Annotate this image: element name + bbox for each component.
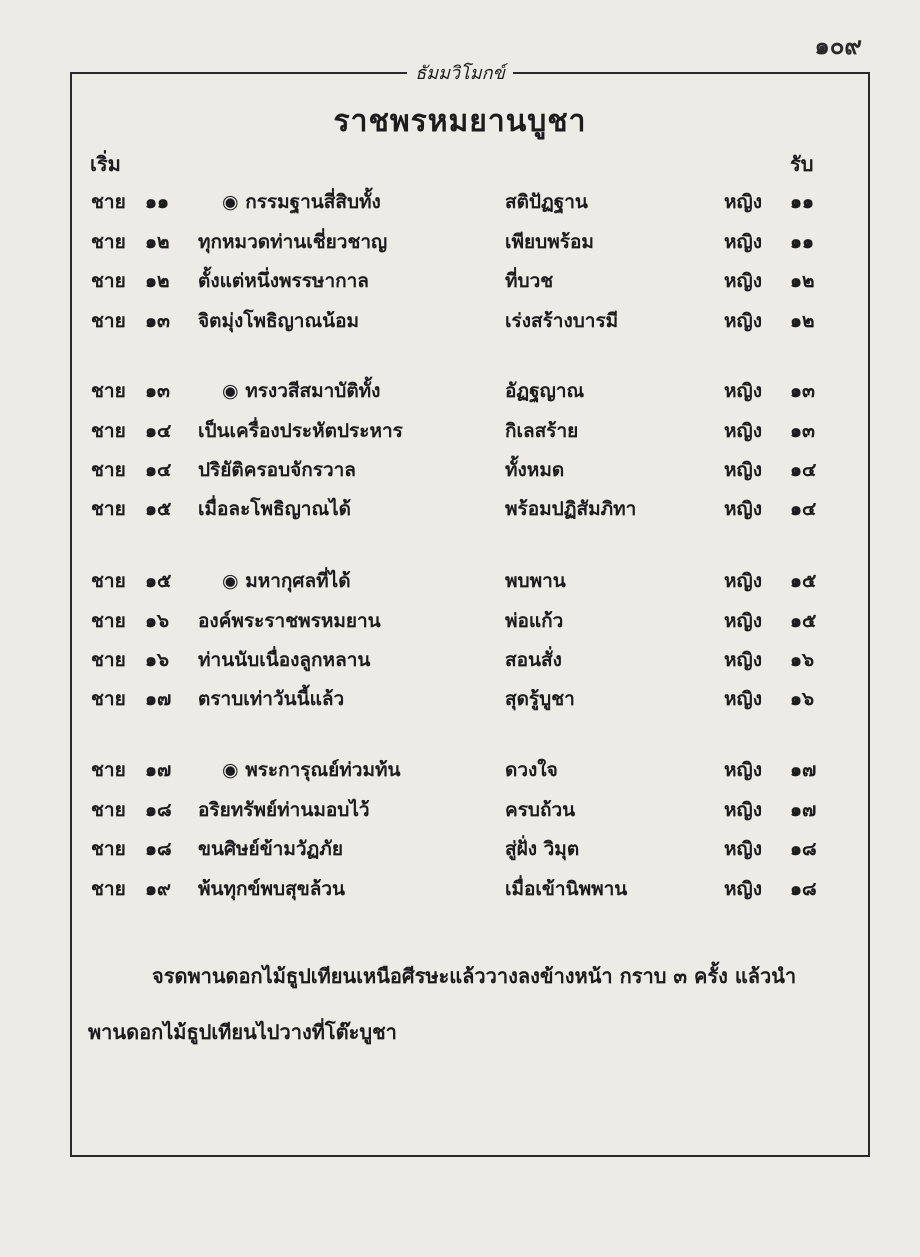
header-start: เริ่ม — [90, 152, 121, 176]
male-label: ชาย — [91, 570, 126, 592]
male-number: ๑๗ — [145, 759, 172, 781]
male-number: ๑๒ — [145, 270, 170, 292]
verse-line: ตั้งแต่หนึ่งพรรษากาล — [198, 270, 369, 292]
verse-ending: ครบถ้วน — [505, 799, 576, 821]
male-number: ๑๘ — [145, 799, 172, 821]
female-label: หญิง — [724, 231, 762, 253]
female-number: ๑๖ — [790, 688, 815, 710]
chant-row — [0, 187, 920, 221]
male-label: ชาย — [91, 838, 126, 860]
female-label: หญิง — [724, 878, 762, 900]
male-label: ชาย — [91, 878, 126, 900]
instruction-line-2: พานดอกไม้ธูปเทียนไปวางที่โต๊ะบูชา — [88, 1020, 397, 1044]
male-label: ชาย — [91, 270, 126, 292]
chant-row — [0, 684, 920, 718]
chant-row — [0, 376, 920, 410]
female-number: ๑๔ — [790, 459, 817, 481]
verse-ending: เพียบพร้อม — [505, 231, 594, 253]
chant-row — [0, 306, 920, 340]
male-number: ๑๖ — [145, 610, 170, 632]
chant-row — [0, 645, 920, 679]
verse-line: พ้นทุกข์พบสุขล้วน — [198, 878, 345, 900]
verse-ending: ที่บวช — [505, 270, 554, 292]
chant-row — [0, 834, 920, 868]
male-label: ชาย — [91, 459, 126, 481]
verse-line: ตราบเท่าวันนี้แล้ว — [198, 688, 345, 710]
page-number: ๑๐๙ — [814, 32, 862, 60]
verse-ending: พ่อแก้ว — [505, 610, 564, 632]
male-label: ชาย — [91, 191, 126, 213]
male-label: ชาย — [91, 498, 126, 520]
verse-ending: พบพาน — [505, 570, 566, 592]
male-label: ชาย — [91, 420, 126, 442]
female-number: ๑๗ — [790, 799, 817, 821]
verse-ending: เร่งสร้างบารมี — [505, 310, 619, 332]
female-label: หญิง — [724, 570, 762, 592]
header-receive: รับ — [790, 152, 814, 176]
male-label: ชาย — [91, 610, 126, 632]
female-label: หญิง — [724, 498, 762, 520]
female-number: ๑๒ — [790, 270, 815, 292]
female-number: ๑๘ — [790, 878, 817, 900]
female-label: หญิง — [724, 191, 762, 213]
verse-ending: สุดรู้บูชา — [505, 688, 575, 710]
male-label: ชาย — [91, 310, 126, 332]
female-label: หญิง — [724, 838, 762, 860]
chant-row — [0, 606, 920, 640]
female-label: หญิง — [724, 688, 762, 710]
male-label: ชาย — [91, 380, 126, 402]
male-number: ๑๔ — [145, 459, 172, 481]
verse-line: เมื่อละโพธิญาณได้ — [198, 498, 351, 520]
male-label: ชาย — [91, 231, 126, 253]
verse-line: เป็นเครื่องประหัตประหาร — [198, 420, 403, 442]
chant-row — [0, 755, 920, 789]
verse-ending: สติปัฏฐาน — [505, 191, 588, 213]
verse-line: ท่านนับเนื่องลูกหลาน — [198, 649, 371, 671]
chant-row — [0, 455, 920, 489]
male-number: ๑๓ — [145, 310, 171, 332]
male-label: ชาย — [91, 688, 126, 710]
verse-ending: สู่ฝั่ง วิมุต — [505, 838, 580, 860]
verse-ending: ดวงใจ — [505, 759, 558, 781]
female-number: ๑๔ — [790, 498, 817, 520]
female-label: หญิง — [724, 310, 762, 332]
verse-line: อริยทรัพย์ท่านมอบไว้ — [198, 799, 370, 821]
female-number: ๑๒ — [790, 310, 815, 332]
running-head: ธัมมวิโมกข์ — [0, 58, 920, 87]
instruction-line-1: จรดพานดอกไม้ธูปเทียนเหนือศีรษะแล้ววางลงข้างหน้า กราบ ๓ ครั้ง แล้วนำ — [152, 964, 797, 988]
verse-ending: สอนสั่ง — [505, 649, 562, 671]
female-label: หญิง — [724, 759, 762, 781]
male-number: ๑๔ — [145, 420, 172, 442]
female-number: ๑๓ — [790, 420, 816, 442]
verse-line: องค์พระราชพรหมยาน — [198, 610, 381, 632]
female-number: ๑๓ — [790, 380, 816, 402]
female-number: ๑๗ — [790, 759, 817, 781]
chant-row — [0, 795, 920, 829]
chant-row — [0, 566, 920, 600]
female-number: ๑๕ — [790, 610, 817, 632]
female-number: ๑๑ — [790, 231, 815, 253]
verse-line: ◉ มหากุศลที่ได้ — [222, 570, 351, 592]
chant-row — [0, 227, 920, 261]
page-title: ราชพรหมยานบูชา — [333, 104, 587, 139]
female-number: ๑๘ — [790, 838, 817, 860]
chant-row — [0, 874, 920, 908]
female-label: หญิง — [724, 420, 762, 442]
male-number: ๑๖ — [145, 649, 170, 671]
verse-line: ปริยัติครอบจักรวาล — [198, 459, 356, 481]
female-number: ๑๖ — [790, 649, 815, 671]
female-label: หญิง — [724, 459, 762, 481]
female-label: หญิง — [724, 649, 762, 671]
chant-row — [0, 266, 920, 300]
verse-ending: ทั้งหมด — [505, 459, 565, 481]
verse-line: ◉ พระการุณย์ท่วมท้น — [222, 759, 401, 781]
female-label: หญิง — [724, 380, 762, 402]
verse-line: ขนศิษย์ข้ามวัฏภัย — [198, 838, 343, 860]
male-label: ชาย — [91, 799, 126, 821]
male-number: ๑๓ — [145, 380, 171, 402]
male-number: ๑๘ — [145, 838, 172, 860]
verse-ending: อัฏฐญาณ — [505, 380, 585, 402]
verse-line: จิตมุ่งโพธิญาณน้อม — [198, 310, 360, 332]
female-label: หญิง — [724, 270, 762, 292]
male-number: ๑๕ — [145, 498, 172, 520]
male-label: ชาย — [91, 649, 126, 671]
male-number: ๑๕ — [145, 570, 172, 592]
verse-line: ◉ กรรมฐานสี่สิบทั้ง — [222, 191, 381, 213]
female-number: ๑๕ — [790, 570, 817, 592]
verse-line: ◉ ทรงวสีสมาบัติทั้ง — [222, 380, 381, 402]
chant-row — [0, 494, 920, 528]
male-number: ๑๑ — [145, 191, 170, 213]
female-label: หญิง — [724, 610, 762, 632]
female-number: ๑๑ — [790, 191, 815, 213]
verse-line: ทุกหมวดท่านเชี่ยวชาญ — [198, 231, 388, 253]
verse-ending: เมื่อเข้านิพพาน — [505, 878, 628, 900]
male-number: ๑๒ — [145, 231, 170, 253]
verse-ending: พร้อมปฏิสัมภิทา — [505, 498, 637, 520]
chant-row — [0, 416, 920, 450]
male-label: ชาย — [91, 759, 126, 781]
male-number: ๑๙ — [145, 878, 171, 900]
verse-ending: กิเลสร้าย — [505, 420, 579, 442]
male-number: ๑๗ — [145, 688, 172, 710]
female-label: หญิง — [724, 799, 762, 821]
